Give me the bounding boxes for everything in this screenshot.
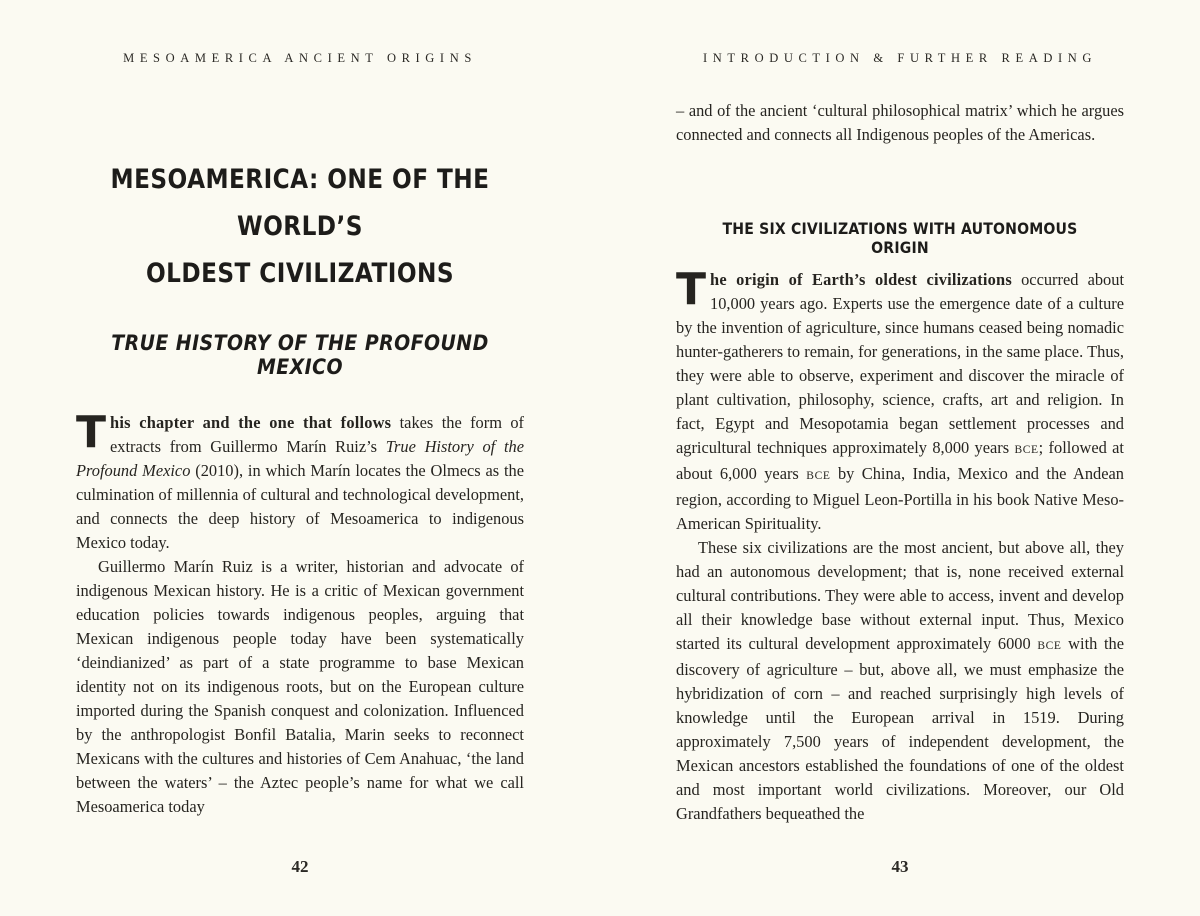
paragraph-text: by China, India, Mexico and the Andean region, according to Miguel Leon-Portilla in his book Native Meso-American Spirituality. [676,464,1124,533]
subheading: THE SIX CIVILIZATIONS WITH AUTONOMOUS ORIGIN [722,219,1078,257]
body-text [676,264,1125,826]
paragraph-text: takes the form of extracts from Guillermo Marín Ruiz’s [110,413,525,456]
lead-in: he origin of Earth’s oldest civilizations [710,270,1012,289]
paragraph: Guillermo Marín Ruiz is a writer, historian and advocate of indigenous Mexican history. He is a critic of Mexican government education policies towards indigenous peoples, arguing that Mexican indigenous people today have been systematically ‘deindianized’ as part of a state programme to base Mexican identity not on its indigenous roots, but on the European culture imported during the Spanish conquest and colonization. Influenced by the anthropologist Bonfil Batalia, Marin seeks to reconnect Mexicans with the cultures and histories of Cem Anahuac, ‘the land between the waters’ – the Aztec people’s name for what we call Mesoamerica today [76,557,524,816]
drop-cap: T [76,407,107,458]
running-head: MESOAMERICA ANCIENT ORIGINS [123,51,477,65]
paragraph [676,536,1124,826]
era-label: BCE [806,470,831,482]
paragraph [676,264,1124,536]
paragraph [76,407,525,555]
book-title: True History of the Profound Mexico [76,437,524,480]
left-page [76,0,524,916]
paragraph-text: These six civilizations are the most ancient, but above all, they had an autonomous development; that is, none received external cultural contributions. They were able to access, invent and develop all their knowledge base without external input. Thus, Mexico started its cultural development approximately 6000 [676,538,1124,653]
era-label: BCE [1037,640,1062,652]
running-head: INTRODUCTION & FURTHER READING [703,51,1097,65]
paragraph-text: ; followed at about 6,000 years [676,438,1124,483]
paragraph-text: with the discovery of agriculture – but, above all, we must emphasize the hybridization of corn – and reached surprisingly high levels of knowledge until the European arrival in 1519. During approximately 7,500 years of independent development, the Mexican ancestors established the foundations of one of the oldest and most important world civilizations. Moreover, our Old Grandfathers bequeathed the [676,634,1125,823]
chapter-title [107,156,492,297]
lead-in: his chapter and the one that follows [110,413,392,432]
paragraph-text: (2010), in which Marín locates the Olmecs as the culmination of millennia of cultural and technological development, and connects the deep history of Mesoamerica to indigenous Mexico today. [76,461,525,552]
page-number: 43 [891,857,909,876]
drop-cap: T [676,264,707,315]
body-text [76,407,525,819]
chapter-title-line-2: OLDEST CIVILIZATIONS [145,258,455,289]
era-label: BCE [1014,444,1039,456]
body-text [676,99,1124,147]
page-number: 42 [291,857,309,876]
right-page [676,0,1124,916]
paragraph: – and of the ancient ‘cultural philosophical matrix’ which he argues connected and connects all Indigenous peoples of the Americas. [676,101,1124,144]
chapter-title-line-1: MESOAMERICA: ONE OF THE WORLD’S [110,164,490,242]
paragraph-text: occurred about 10,000 years ago. Experts use the emergence date of a culture by the invention of agriculture, since humans ceased being nomadic hunter-gatherers to remain, for generations, in the same place. Thus, they were able to observe, experiment and discover the miracle of plant cultivation, philosophy, science, crafts, art and religion. In fact, Egypt and Mesopotamia began settlement processes and agricultural techniques approximately 8,000 years [676,270,1124,457]
section-title: TRUE HISTORY OF THE PROFOUND MEXICO [111,331,489,379]
